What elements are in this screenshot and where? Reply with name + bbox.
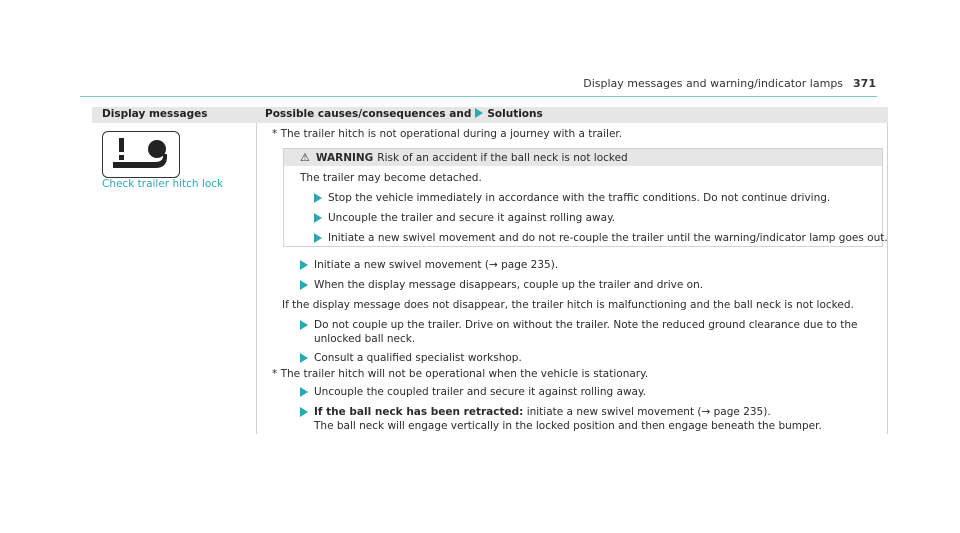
warning-box: [283, 148, 888, 247]
display-message-table: [92, 107, 888, 434]
cause-journey: * The trailer hitch is not operational during a journey with a trailer.: [272, 128, 623, 140]
step-initiate-swivel: Initiate a new swivel movement (→ page 235).: [300, 258, 558, 272]
header-rule: [80, 96, 877, 97]
cause-stationary: * The trailer hitch will not be operational when the vehicle is stationary.: [272, 368, 649, 380]
warning-step: Stop the vehicle immediately in accordance with the traffic conditions. Do not continue driving.: [314, 191, 830, 205]
warning-detail: The trailer may become detached.: [300, 172, 482, 184]
step-no-couple-cont: unlocked ball neck.: [314, 333, 416, 345]
col-header-display-messages: Display messages: [102, 108, 208, 120]
step-arrow-icon: [300, 280, 308, 290]
trailer-hitch-lock-icon: [102, 131, 180, 178]
step-arrow-icon: [314, 193, 322, 203]
col-header-solutions: Solutions: [487, 108, 543, 120]
step-arrow-icon: [300, 387, 308, 397]
step-arrow-icon: [314, 213, 322, 223]
header-title: Display messages and warning/indicator lamps: [583, 77, 844, 90]
step-couple-up: When the display message disappears, couple up the trailer and drive on.: [300, 278, 703, 292]
step-arrow-icon: [300, 260, 308, 270]
step-retracted-cont: The ball neck will engage vertically in the locked position and then engage beneath the bumper.: [314, 420, 822, 432]
warning-header: [284, 149, 882, 166]
page-header: [583, 77, 876, 90]
col-header-causes: Possible causes/consequences and: [265, 108, 472, 120]
step-retracted: If the ball neck has been retracted: initiate a new swivel movement (→ page 235).: [300, 405, 771, 419]
step-consult-workshop: Consult a qualified specialist workshop.: [300, 351, 522, 365]
step-arrow-icon: [314, 233, 322, 243]
display-message-label: Check trailer hitch lock: [102, 178, 224, 190]
warning-step: Uncouple the trailer and secure it against rolling away.: [314, 211, 615, 225]
step-arrow-icon: [300, 407, 308, 417]
page-number: 371: [853, 77, 876, 90]
warning-text: Risk of an accident if the ball neck is not locked: [377, 152, 628, 164]
warning-step: Initiate a new swivel movement and do not re-couple the trailer until the warning/indicator lamp goes out.: [314, 231, 888, 245]
step-arrow-icon: [300, 353, 308, 363]
table-right-border: [887, 123, 888, 434]
warning-label: WARNING: [315, 152, 374, 164]
col-header-causes-solutions: [265, 108, 543, 120]
solution-arrow-icon: [475, 108, 483, 118]
table-header-row: [92, 107, 888, 123]
column-divider: [256, 123, 257, 434]
malfunction-paragraph: If the display message does not disappear, the trailer hitch is malfunctioning and the ball neck is not locked.: [282, 299, 854, 311]
step-arrow-icon: [300, 320, 308, 330]
step-uncouple: Uncouple the coupled trailer and secure it against rolling away.: [300, 385, 646, 399]
retracted-condition: If the ball neck has been retracted:: [314, 406, 524, 418]
warning-triangle-icon: ⚠: [300, 151, 310, 164]
step-no-couple: Do not couple up the trailer. Drive on without the trailer. Note the reduced ground clearance due to the: [300, 318, 858, 332]
